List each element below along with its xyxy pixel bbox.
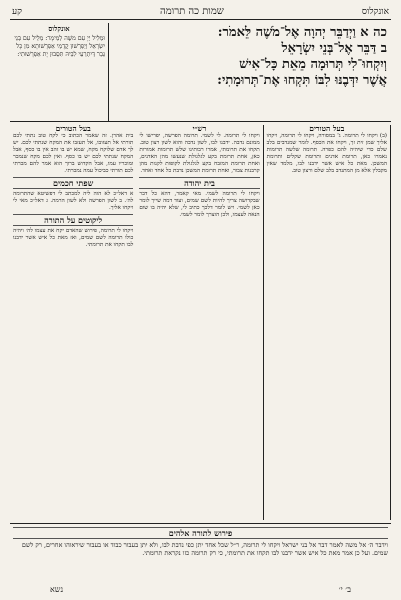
section-heading: ליקוטים על התורה bbox=[13, 214, 133, 226]
onkelos-column bbox=[10, 23, 109, 121]
column-text: ויקחו לי תרומה לשמי. מאי קאמר, דהא כל דבר שבקדושה צריך להיות לשם שמים, ועוד דמה שייך לומר כאן לשמי. ויש לומר דלכך כתיב לי, שלא יהיה בו שום הנאה לעצמו, ולכן הוצרך לומר לשמי. bbox=[139, 191, 260, 218]
commentary-section bbox=[10, 125, 391, 520]
onkelos-text: וּמַלִּיל יְיָ עִם משֶׁה לְמֵימָר: מַלֵּיל עִם בְּנֵי יִשְׂרָאֵל וְיַפְרְשׁוּן קֳדָמַי אַפְרָשׁוּתָא מִן כָּל גְּבַר דְּיִתְרְעֵי לִבֵּיהּ תִּסְּבוּן יָת אַפְרָשׁוּתִי: bbox=[14, 35, 105, 58]
column-title: בעל הטורים bbox=[309, 125, 345, 133]
column-title: רש״י bbox=[192, 125, 207, 133]
column-text: בית אהרן. זה שאמר הכתוב כי לקח טוב נתתי לכם תורתי אל תעזובו, אל תעזבו את המקח שנתתי לכם. יש לך אדם שלוקח מקח, שמא יש בו זהב אין בו כסף, אבל המקח שנתתי לכם יש בו כסף. ואין לכם מקח שנמכר ומוכריו עמו, אבל הקדוש ברוך הוא אמר להם מכרתי לכם תורתי כביכול עמה נמכרתי. bbox=[13, 133, 134, 174]
header-label: אונקלוס bbox=[361, 7, 389, 17]
commentary-column-right bbox=[264, 125, 391, 520]
commentary-column-middle bbox=[136, 125, 263, 520]
running-header bbox=[10, 6, 391, 20]
column-text: ויקחו לי תרומה, פירוש שהאדם יקח את עצמו לה׳ ויהיה כולו תרומה לשם שמים, ואז מאת כל איש אשר ידבנו לבו תקחו את תרומתי. bbox=[13, 228, 134, 248]
section-heading: בית יהודה bbox=[139, 177, 259, 189]
running-title: שמות כה תרומה bbox=[159, 6, 224, 17]
torah-line: וְיִקְחוּ־לִי תְּרוּמָה מֵאֵת כָּל־אִישׁ bbox=[239, 57, 387, 72]
top-section bbox=[10, 23, 391, 122]
torah-text bbox=[109, 23, 391, 121]
footer-left: נשא bbox=[50, 585, 64, 594]
bottom-text: וידבר ה׳ אל משה לאמר דבר אל בני ישראל ויקחו לי תרומה, ר״ל שכל אחד יתן כפי נדבת לבו, ולא יתן בעבור כבוד או בעבור שיראוהו אחרים, רק לשם שמים. ועל כן אמר מאת כל איש אשר ידבנו לבו תקחו את תרומתי, כי רק תרומה כזו נקראת תרומתי. bbox=[21, 541, 388, 557]
torah-line: אֲשֶׁר יִדְּבֶנּוּ לִבּוֹ תִּקְחוּ אֶת־תְּרוּמָתִי: bbox=[217, 73, 387, 88]
torah-line: ב דַּבֵּר אֶל־בְּנֵי יִשְׂרָאֵל bbox=[281, 41, 387, 56]
footer-right: ב׳ י׳ bbox=[338, 585, 351, 594]
page bbox=[10, 6, 391, 594]
commentary-column-left bbox=[10, 125, 136, 520]
page-footer bbox=[10, 585, 391, 594]
column-text: ויקחו לי תרומה. לי לשמי. תרומה הפרשה, יפרישו לי ממונם נדבה. ידבנו לבו, לשון נדבה והוא לשון רצון טוב. תקחו את תרומתי, אמרו רבותינו שלש תרומות אמורות כאן, אחת תרומת בקע לגלגולת שנעשו מהן האדנים, ואחת תרומת המזבח בקע לגלגולת לקופות לקנות מהן קרבנות צבור, ואחת תרומת המשכן נדבת כל אחד ואחד. bbox=[139, 133, 260, 174]
column-text: א דאל״כ לא הוה ליה למכתב לי דפשיטא שהתרומה לה׳. ב לשון הפרשה ולא לשון הרמה. ג דאל״כ מאי לי ויקחו אליך. bbox=[13, 191, 134, 211]
section-heading: פירוש לתורה אלהים bbox=[13, 527, 388, 539]
column-title: בעל הטורים bbox=[55, 125, 91, 133]
onkelos-title: אונקלוס bbox=[48, 24, 70, 33]
torah-line: כה א וַיְדַבֵּר יְהוָה אֶל־מֹשֶׁה לֵּאמֹר: bbox=[217, 25, 387, 40]
section-heading: שפתי חכמים bbox=[13, 177, 133, 189]
column-text: (ב) ויקחו לי תרומה. ג' במסורה, ויקחו לי תרומה, ויקחו אליך שמן זית זך, ויקחו את הכסף. לומר שמנדבים בלב שלם כדי שיהיה להם כפרה. תרומה שלשה תרומות נאמרו כאן, תרומת אדנים ותרומת שקלים ותרומת המשכן. מאת כל איש אשר ידבנו לבו, מלמד שאין מקבלין אלא מן המתנדב בלב שלם ורצון טוב. bbox=[266, 133, 387, 174]
page-number: קע bbox=[12, 7, 22, 17]
